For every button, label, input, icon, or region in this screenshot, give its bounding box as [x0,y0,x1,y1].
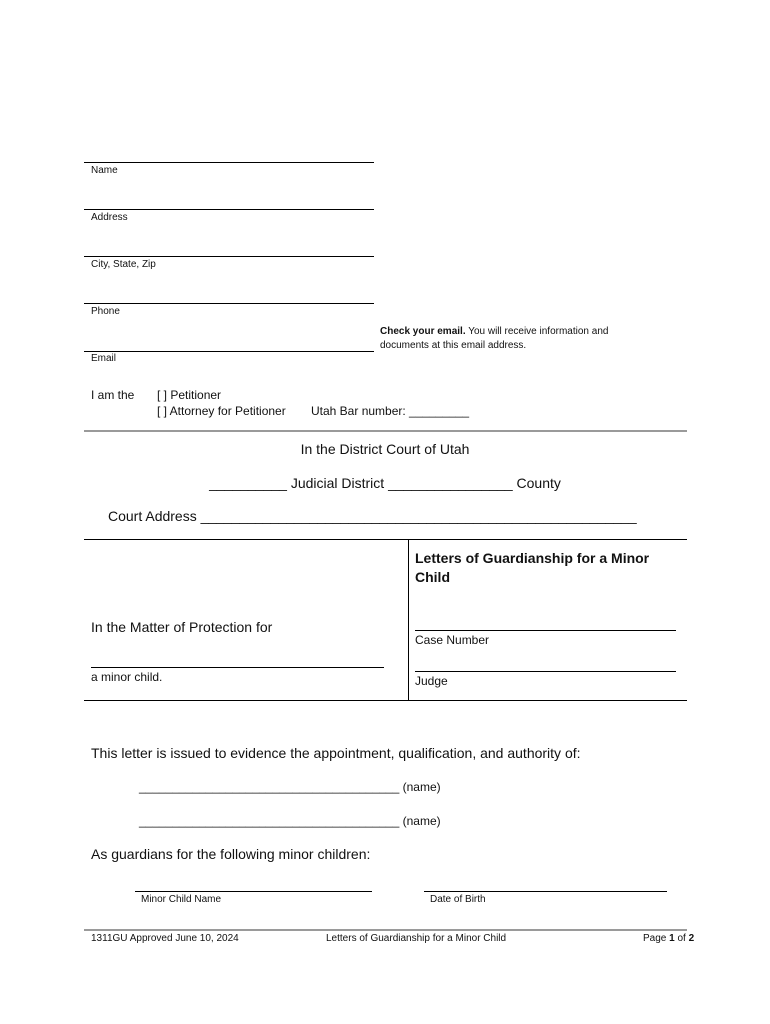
document-title-line2: Child [415,569,450,585]
bar-number-field[interactable]: Utah Bar number: _________ [311,404,470,418]
matter-label: In the Matter of Protection for [91,619,273,635]
phone-label: Phone [91,306,120,317]
judge-line[interactable] [415,671,676,672]
attorney-checkbox[interactable]: [ ] Attorney for Petitioner [157,404,286,418]
city-state-zip-line[interactable] [84,256,374,257]
court-title: In the District Court of Utah [300,441,470,457]
email-line[interactable] [84,351,374,352]
guardian-name-field-1[interactable]: _______________________________________ (name) [139,780,441,794]
email-note-line2: documents at this email address. [380,340,527,351]
address-label: Address [91,212,128,223]
email-note-bold: Check your email. [380,326,466,337]
page-of: of [674,933,689,944]
caption-top-rule [84,539,687,540]
minor-child-label: a minor child. [91,670,163,684]
page-prefix: Page [643,933,670,944]
minor-child-line[interactable] [91,667,384,668]
name-label: Name [91,165,118,176]
caption-divider [408,539,409,701]
guardians-statement: As guardians for the following minor children: [91,846,371,862]
court-address-line[interactable]: Court Address ________________________________________________________ [108,508,637,524]
case-number-label: Case Number [415,633,490,647]
email-note [380,325,608,353]
i-am-the-label: I am the [91,388,135,402]
page-current: 1 [669,933,675,944]
email-note-rest: You will receive information and [465,326,609,337]
email-label: Email [91,353,117,364]
page-total: 2 [688,933,695,944]
issued-statement: This letter is issued to evidence the appointment, qualification, and authority of: [91,745,581,761]
judge-label: Judge [415,674,448,688]
name-line[interactable] [84,162,374,163]
guardian-name-field-2[interactable]: _______________________________________ (name) [139,814,441,828]
minor-child-name-line[interactable] [135,891,372,892]
minor-child-name-label: Minor Child Name [141,894,222,905]
address-line[interactable] [84,209,374,210]
section-divider [84,430,687,432]
petitioner-checkbox[interactable]: [ ] Petitioner [157,388,222,402]
caption-bottom-rule [84,700,687,701]
district-county-line[interactable]: __________ Judicial District ________________ County [209,475,561,491]
phone-line[interactable] [84,303,374,304]
document-title-line1: Letters of Guardianship for a Minor [415,550,650,566]
city-state-zip-label: City, State, Zip [91,259,156,270]
page-indicator [643,933,694,944]
case-number-line[interactable] [415,630,676,631]
footer-form-title: Letters of Guardianship for a Minor Child [326,933,507,944]
footer-rule [84,929,687,931]
date-of-birth-label: Date of Birth [430,894,486,905]
document-title [415,549,649,587]
form-id: 1311GU Approved June 10, 2024 [91,933,239,944]
date-of-birth-line[interactable] [424,891,667,892]
